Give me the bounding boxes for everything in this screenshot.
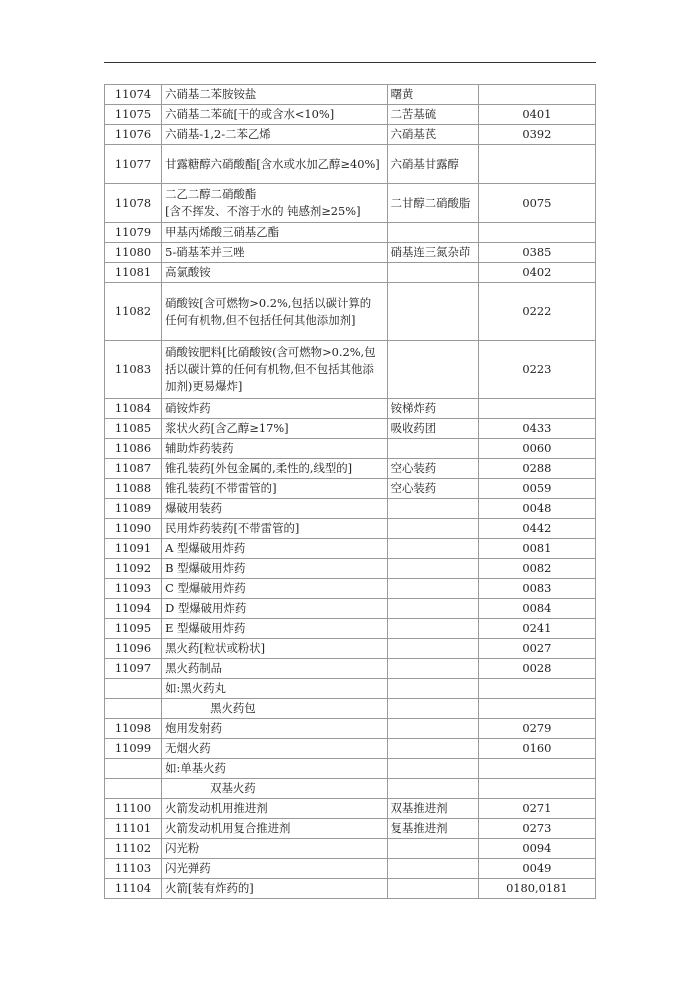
table-row (105, 639, 596, 659)
cell-alias: 双基推进剂 (387, 799, 478, 819)
table-row (105, 759, 596, 779)
cell-name: E 型爆破用炸药 (162, 619, 387, 639)
cell-un-number: 0081 (478, 539, 595, 559)
cell-number: 11079 (105, 223, 162, 243)
cell-number: 11081 (105, 263, 162, 283)
cell-alias: 二苦基硫 (387, 105, 478, 125)
table-row (105, 579, 596, 599)
cell-number (105, 779, 162, 799)
cell-name: 甲基丙烯酸三硝基乙酯 (162, 223, 387, 243)
cell-name: 民用炸药装药[不带雷管的] (162, 519, 387, 539)
table-row (105, 341, 596, 399)
cell-un-number: 0048 (478, 499, 595, 519)
table-row (105, 419, 596, 439)
cell-number: 11094 (105, 599, 162, 619)
cell-un-number (478, 399, 595, 419)
cell-alias (387, 719, 478, 739)
cell-un-number (478, 679, 595, 699)
table-row (105, 105, 596, 125)
table-row (105, 243, 596, 263)
cell-name: 甘露糖醇六硝酸酯[含水或水加乙醇≥40%] (162, 145, 387, 184)
cell-alias (387, 579, 478, 599)
table-row (105, 719, 596, 739)
cell-alias (387, 879, 478, 899)
cell-name: 六硝基二苯硫[干的或含水<10%] (162, 105, 387, 125)
cell-name: 六硝基-1,2-二苯乙烯 (162, 125, 387, 145)
cell-number: 11100 (105, 799, 162, 819)
cell-alias (387, 439, 478, 459)
table-row (105, 739, 596, 759)
cell-alias: 六硝基甘露醇 (387, 145, 478, 184)
table-row (105, 459, 596, 479)
table-row (105, 539, 596, 559)
cell-number (105, 699, 162, 719)
table-row (105, 839, 596, 859)
table-row (105, 399, 596, 419)
cell-name: 浆状火药[含乙醇≥17%] (162, 419, 387, 439)
cell-number: 11090 (105, 519, 162, 539)
cell-alias (387, 539, 478, 559)
cell-name: 黑火药制品 (162, 659, 387, 679)
cell-name: 黑火药包 (162, 699, 387, 719)
dangerous-goods-table (104, 84, 596, 899)
cell-alias: 空心装药 (387, 459, 478, 479)
cell-un-number: 0288 (478, 459, 595, 479)
cell-un-number: 0027 (478, 639, 595, 659)
cell-alias (387, 699, 478, 719)
cell-name: 锥孔装药[外包金属的,柔性的,线型的] (162, 459, 387, 479)
cell-alias (387, 223, 478, 243)
cell-alias (387, 263, 478, 283)
cell-number: 11084 (105, 399, 162, 419)
cell-un-number: 0401 (478, 105, 595, 125)
cell-number: 11091 (105, 539, 162, 559)
cell-name: 高氯酸铵 (162, 263, 387, 283)
cell-alias: 铵梯炸药 (387, 399, 478, 419)
cell-name: 六硝基二苯胺铵盐 (162, 85, 387, 105)
cell-number: 11080 (105, 243, 162, 263)
table-row (105, 559, 596, 579)
header-rule (104, 62, 596, 63)
cell-un-number: 0222 (478, 283, 595, 341)
table-row (105, 283, 596, 341)
cell-un-number: 0402 (478, 263, 595, 283)
cell-name: 闪光粉 (162, 839, 387, 859)
cell-alias (387, 839, 478, 859)
cell-name: 硝铵炸药 (162, 399, 387, 419)
cell-un-number (478, 699, 595, 719)
cell-number (105, 759, 162, 779)
table-row (105, 499, 596, 519)
table-row (105, 679, 596, 699)
cell-un-number (478, 779, 595, 799)
cell-alias (387, 283, 478, 341)
cell-alias (387, 659, 478, 679)
table-row (105, 619, 596, 639)
cell-name: 炮用发射药 (162, 719, 387, 739)
cell-name: 火箭发动机用复合推进剂 (162, 819, 387, 839)
cell-alias: 六硝基芪 (387, 125, 478, 145)
table-row (105, 699, 596, 719)
cell-alias: 二甘醇二硝酸脂 (387, 184, 478, 223)
table-row (105, 223, 596, 243)
table-row (105, 439, 596, 459)
cell-number: 11098 (105, 719, 162, 739)
cell-alias (387, 679, 478, 699)
cell-number: 11082 (105, 283, 162, 341)
cell-alias (387, 739, 478, 759)
cell-alias: 空心装药 (387, 479, 478, 499)
cell-name: 锥孔装药[不带雷管的] (162, 479, 387, 499)
cell-alias (387, 619, 478, 639)
table-row (105, 125, 596, 145)
cell-number: 11078 (105, 184, 162, 223)
table-row (105, 85, 596, 105)
cell-number: 11076 (105, 125, 162, 145)
cell-alias (387, 639, 478, 659)
table-row (105, 263, 596, 283)
cell-alias (387, 519, 478, 539)
cell-un-number: 0433 (478, 419, 595, 439)
table-row (105, 145, 596, 184)
cell-un-number: 0223 (478, 341, 595, 399)
cell-number: 11101 (105, 819, 162, 839)
cell-name: 硝酸铵肥料[比硝酸铵(含可燃物>0.2%,包括以碳计算的任何有机物,但不包括其他添加剂)更易爆炸] (162, 341, 387, 399)
cell-alias: 吸收药团 (387, 419, 478, 439)
table-row (105, 879, 596, 899)
table-row (105, 599, 596, 619)
cell-name: 爆破用装药 (162, 499, 387, 519)
cell-alias: 曙黄 (387, 85, 478, 105)
cell-name: 5-硝基苯并三唑 (162, 243, 387, 263)
table-row (105, 779, 596, 799)
table-row (105, 859, 596, 879)
cell-name: 双基火药 (162, 779, 387, 799)
cell-name: 如:黑火药丸 (162, 679, 387, 699)
cell-name: 辅助炸药装药 (162, 439, 387, 459)
cell-alias (387, 559, 478, 579)
cell-number: 11083 (105, 341, 162, 399)
cell-un-number: 0241 (478, 619, 595, 639)
cell-alias: 硝基连三氮杂茚 (387, 243, 478, 263)
cell-un-number: 0279 (478, 719, 595, 739)
cell-number: 11096 (105, 639, 162, 659)
cell-un-number: 0075 (478, 184, 595, 223)
cell-name: 二乙二醇二硝酸酯 [含不挥发、不溶于水的 钝感剂≥25%] (162, 184, 387, 223)
cell-un-number: 0049 (478, 859, 595, 879)
cell-un-number (478, 223, 595, 243)
cell-name: 火箭[装有炸药的] (162, 879, 387, 899)
cell-number: 11103 (105, 859, 162, 879)
cell-number: 11077 (105, 145, 162, 184)
cell-number: 11104 (105, 879, 162, 899)
cell-un-number: 0442 (478, 519, 595, 539)
cell-alias (387, 341, 478, 399)
cell-number: 11086 (105, 439, 162, 459)
cell-un-number: 0084 (478, 599, 595, 619)
table-row (105, 799, 596, 819)
cell-un-number: 0028 (478, 659, 595, 679)
table-row (105, 659, 596, 679)
table-row (105, 184, 596, 223)
cell-name: 火箭发动机用推进剂 (162, 799, 387, 819)
cell-un-number: 0392 (478, 125, 595, 145)
cell-number: 11074 (105, 85, 162, 105)
cell-un-number: 0273 (478, 819, 595, 839)
cell-number: 11075 (105, 105, 162, 125)
cell-un-number (478, 85, 595, 105)
cell-name: 无烟火药 (162, 739, 387, 759)
cell-un-number: 0385 (478, 243, 595, 263)
cell-alias (387, 859, 478, 879)
cell-alias (387, 499, 478, 519)
cell-name: 闪光弹药 (162, 859, 387, 879)
cell-un-number (478, 759, 595, 779)
cell-number: 11085 (105, 419, 162, 439)
cell-number: 11097 (105, 659, 162, 679)
cell-name: C 型爆破用炸药 (162, 579, 387, 599)
cell-name: 黑火药[粒状或粉状] (162, 639, 387, 659)
cell-un-number: 0271 (478, 799, 595, 819)
cell-un-number: 0180,0181 (478, 879, 595, 899)
cell-name: D 型爆破用炸药 (162, 599, 387, 619)
cell-name: B 型爆破用炸药 (162, 559, 387, 579)
cell-un-number: 0059 (478, 479, 595, 499)
cell-number (105, 679, 162, 699)
cell-alias: 复基推进剂 (387, 819, 478, 839)
cell-alias (387, 779, 478, 799)
table-body (105, 85, 596, 899)
cell-number: 11093 (105, 579, 162, 599)
cell-name: 如:单基火药 (162, 759, 387, 779)
cell-number: 11102 (105, 839, 162, 859)
table-row (105, 519, 596, 539)
cell-number: 11095 (105, 619, 162, 639)
cell-number: 11088 (105, 479, 162, 499)
cell-alias (387, 759, 478, 779)
cell-name: A 型爆破用炸药 (162, 539, 387, 559)
cell-un-number (478, 145, 595, 184)
cell-name: 硝酸铵[含可燃物>0.2%,包括以碳计算的 任何有机物,但不包括任何其他添加剂] (162, 283, 387, 341)
table-row (105, 819, 596, 839)
table-row (105, 479, 596, 499)
cell-number: 11089 (105, 499, 162, 519)
cell-un-number: 0060 (478, 439, 595, 459)
cell-un-number: 0160 (478, 739, 595, 759)
cell-number: 11087 (105, 459, 162, 479)
cell-un-number: 0083 (478, 579, 595, 599)
cell-number: 11092 (105, 559, 162, 579)
cell-un-number: 0094 (478, 839, 595, 859)
cell-un-number: 0082 (478, 559, 595, 579)
cell-number: 11099 (105, 739, 162, 759)
cell-alias (387, 599, 478, 619)
